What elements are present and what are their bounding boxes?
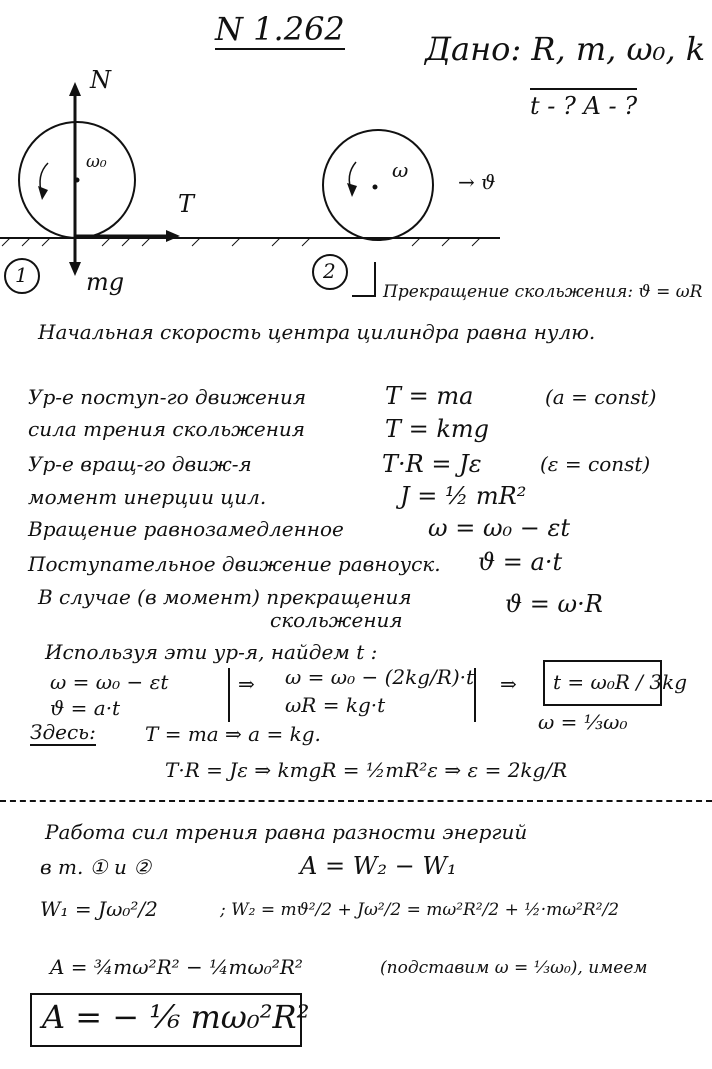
find-values: t - ? A - ? — [530, 88, 637, 120]
translation-accel-label: Поступательное движение равноуск. — [28, 552, 441, 576]
gravity-label: mg — [86, 268, 125, 296]
rotation-eq: T·R = Jε — [382, 450, 482, 478]
epsilon-const: (ε = const) — [540, 452, 651, 476]
slip-stop-caption: Прекращение скольжения: ϑ = ωR — [383, 282, 703, 302]
normal-force-label: N — [90, 66, 111, 94]
moment-inertia-label: момент инерции цил. — [28, 485, 267, 509]
system-eq-1: ω = ω₀ − εt — [50, 670, 169, 694]
result-omega: ω = ⅓ω₀ — [538, 710, 628, 734]
using-equations-line: Используя эти ур-я, найдем t : — [45, 640, 378, 664]
friction-force-label: сила трения скольжения — [28, 417, 306, 441]
substitution-note: (подставим ω = ⅓ω₀), имеем — [380, 958, 648, 978]
translation-eq: T = ma — [385, 382, 474, 410]
work-eq: A = W₂ − W₁ — [300, 852, 457, 880]
translation-eq-label: Ур-е поступ-го движения — [28, 385, 307, 409]
rotation-eq-label: Ур-е вращ-го движ-я — [28, 452, 252, 476]
result-t: t = ω₀R / 3kg — [553, 670, 687, 694]
work-points: в т. ① и ② — [40, 855, 152, 879]
implies-arrow-1: ⇒ — [238, 672, 255, 696]
energy-w2: ; W₂ = mϑ²/2 + Jω²/2 = mω²R²/2 + ½·mω²R²/2 — [220, 900, 620, 920]
omega-label: ω — [392, 158, 409, 182]
given-values: Дано: R, m, ω₀, k — [425, 30, 706, 68]
translation-accel-eq: ϑ = a·t — [478, 548, 563, 576]
system-eq-3: ω = ω₀ − (2kg/R)·t — [285, 665, 475, 689]
work-substitution: A = ¾mω²R² − ¼mω₀²R² — [50, 955, 303, 979]
energy-w1: W₁ = Jω₀²/2 — [40, 897, 158, 921]
here-eq-2: T·R = Jε ⇒ kmgR = ½mR²ε ⇒ ε = 2kg/R — [165, 758, 568, 782]
final-answer: A = − ⅙ mω₀²R² — [42, 998, 310, 1036]
line-initial-velocity: Начальная скорость центра цилиндра равна нулю. — [38, 320, 596, 344]
rotation-decel-eq: ω = ω₀ − εt — [428, 514, 571, 542]
friction-force-eq: T = kmg — [385, 415, 490, 443]
work-statement: Работа сил трения равна разности энергий — [45, 820, 528, 844]
state-1-label: 1 — [15, 263, 28, 287]
system-eq-2: ϑ = a·t — [50, 696, 121, 720]
moment-inertia-eq: J = ½ mR² — [400, 482, 527, 510]
cylinder-2 — [323, 130, 433, 240]
divider — [0, 800, 712, 802]
friction-label: T — [178, 190, 195, 218]
rotation-decel-label: Вращение равнозамедленное — [28, 517, 344, 541]
slip-stop-eq: ϑ = ω·R — [505, 590, 603, 618]
here-label: Здесь: — [30, 720, 96, 744]
accel-const: (a = const) — [545, 385, 657, 409]
omega0-label: ω₀ — [86, 152, 107, 172]
here-eq-1: T = ma ⇒ a = kg. — [145, 722, 321, 746]
system-eq-4: ωR = kg·t — [285, 693, 386, 717]
slip-stop-label: В случае (в момент) прекращения — [38, 585, 412, 609]
state-2-label: 2 — [323, 259, 336, 283]
problem-number: N 1.262 — [215, 10, 345, 48]
slip-stop-label-2: скольжения — [270, 608, 403, 632]
velocity-label: → ϑ — [458, 170, 496, 194]
implies-arrow-2: ⇒ — [500, 672, 517, 696]
